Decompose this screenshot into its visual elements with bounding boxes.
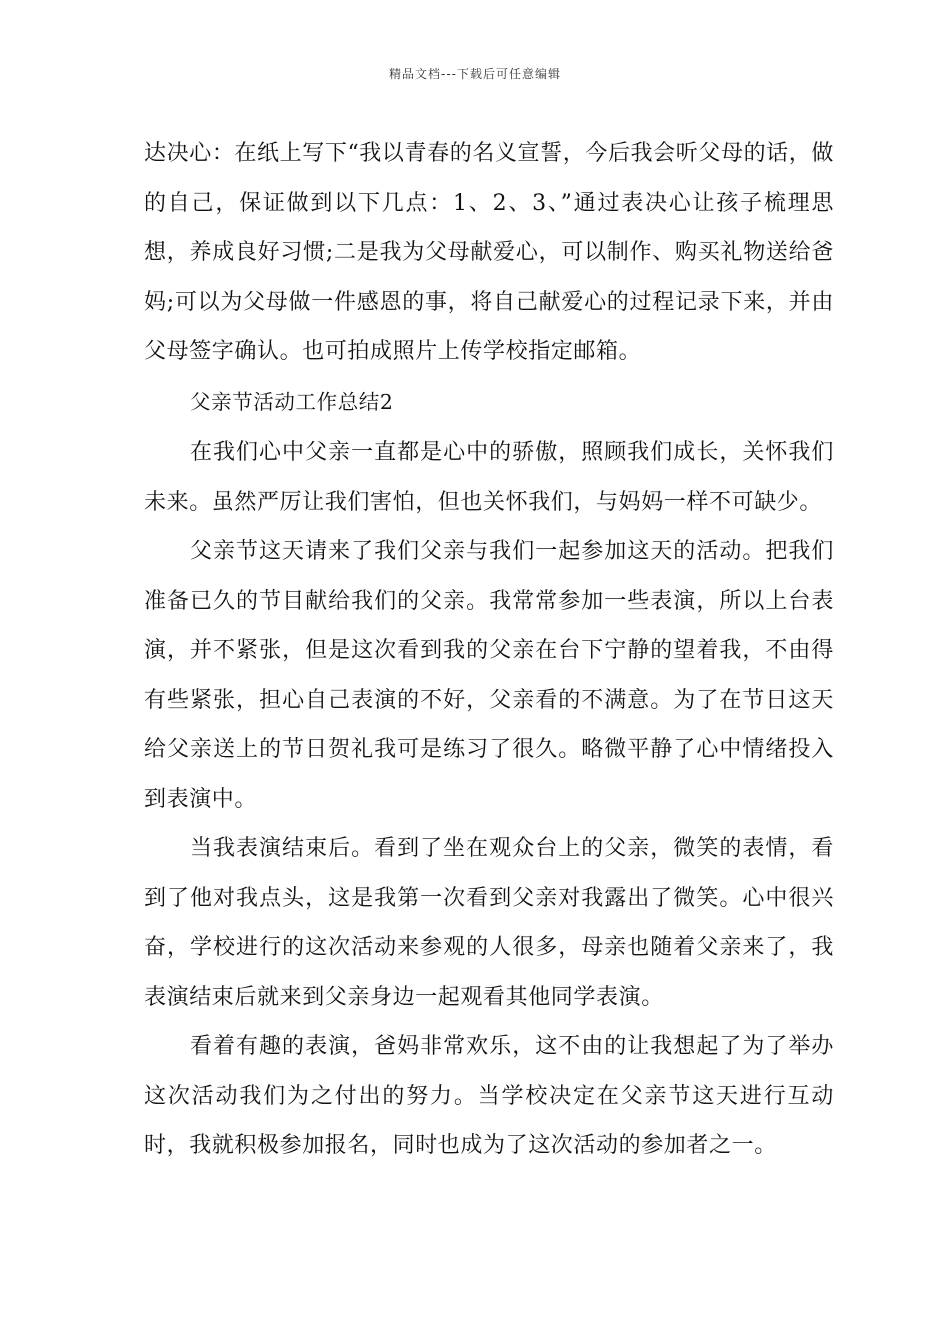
paragraph: 在我们心中父亲一直都是心中的骄傲，照顾我们成长，关怀我们未来。虽然严厉让我们害怕，但也关怀我们，与妈妈一样不可缺少。: [144, 440, 834, 515]
paragraph: 父亲节这天请来了我们父亲与我们一起参加这天的活动。把我们准备已久的节目献给我们的父亲。我常常参加一些表演，所以上台表演，并不紧张，但是这次看到我的父亲在台下宁静的望着我，不由得有些紧张，担心自己表演的不好，父亲看的不满意。为了在节日这天给父亲送上的节日贺礼我可是练习了很久。略微平静了心中情绪投入到表演中。: [144, 539, 834, 812]
paragraph: 当我表演结束后。看到了坐在观众台上的父亲，微笑的表情，看到了他对我点头，这是我第一次看到父亲对我露出了微笑。心中很兴奋，学校进行的这次活动来参观的人很多，母亲也随着父亲来了，我表演结束后就来到父亲身边一起观看其他同学表演。: [144, 836, 834, 1010]
paragraph-continuation: 达决心：在纸上写下“我以青春的名义宣誓，今后我会听父母的话，做的自己，保证做到以下几点：1、2、3、”通过表决心让孩子梳理思想，养成良好习惯;二是我为父母献爱心，可以制作、购买礼物送给爸妈;可以为父母做一件感恩的事，将自己献爱心的过程记录下来，并由父母签字确认。也可拍成照片上传学校指定邮箱。: [144, 141, 834, 364]
document-body: [144, 129, 834, 1171]
section-heading: 父亲节活动工作总结2: [190, 389, 394, 414]
paragraph: 看着有趣的表演，爸妈非常欢乐，这不由的让我想起了为了举办这次活动我们为之付出的努力。当学校决定在父亲节这天进行互动时，我就积极参加报名，同时也成为了这次活动的参加者之一。: [144, 1034, 834, 1158]
page-header: 精品文档---下载后可任意编辑: [389, 67, 561, 81]
